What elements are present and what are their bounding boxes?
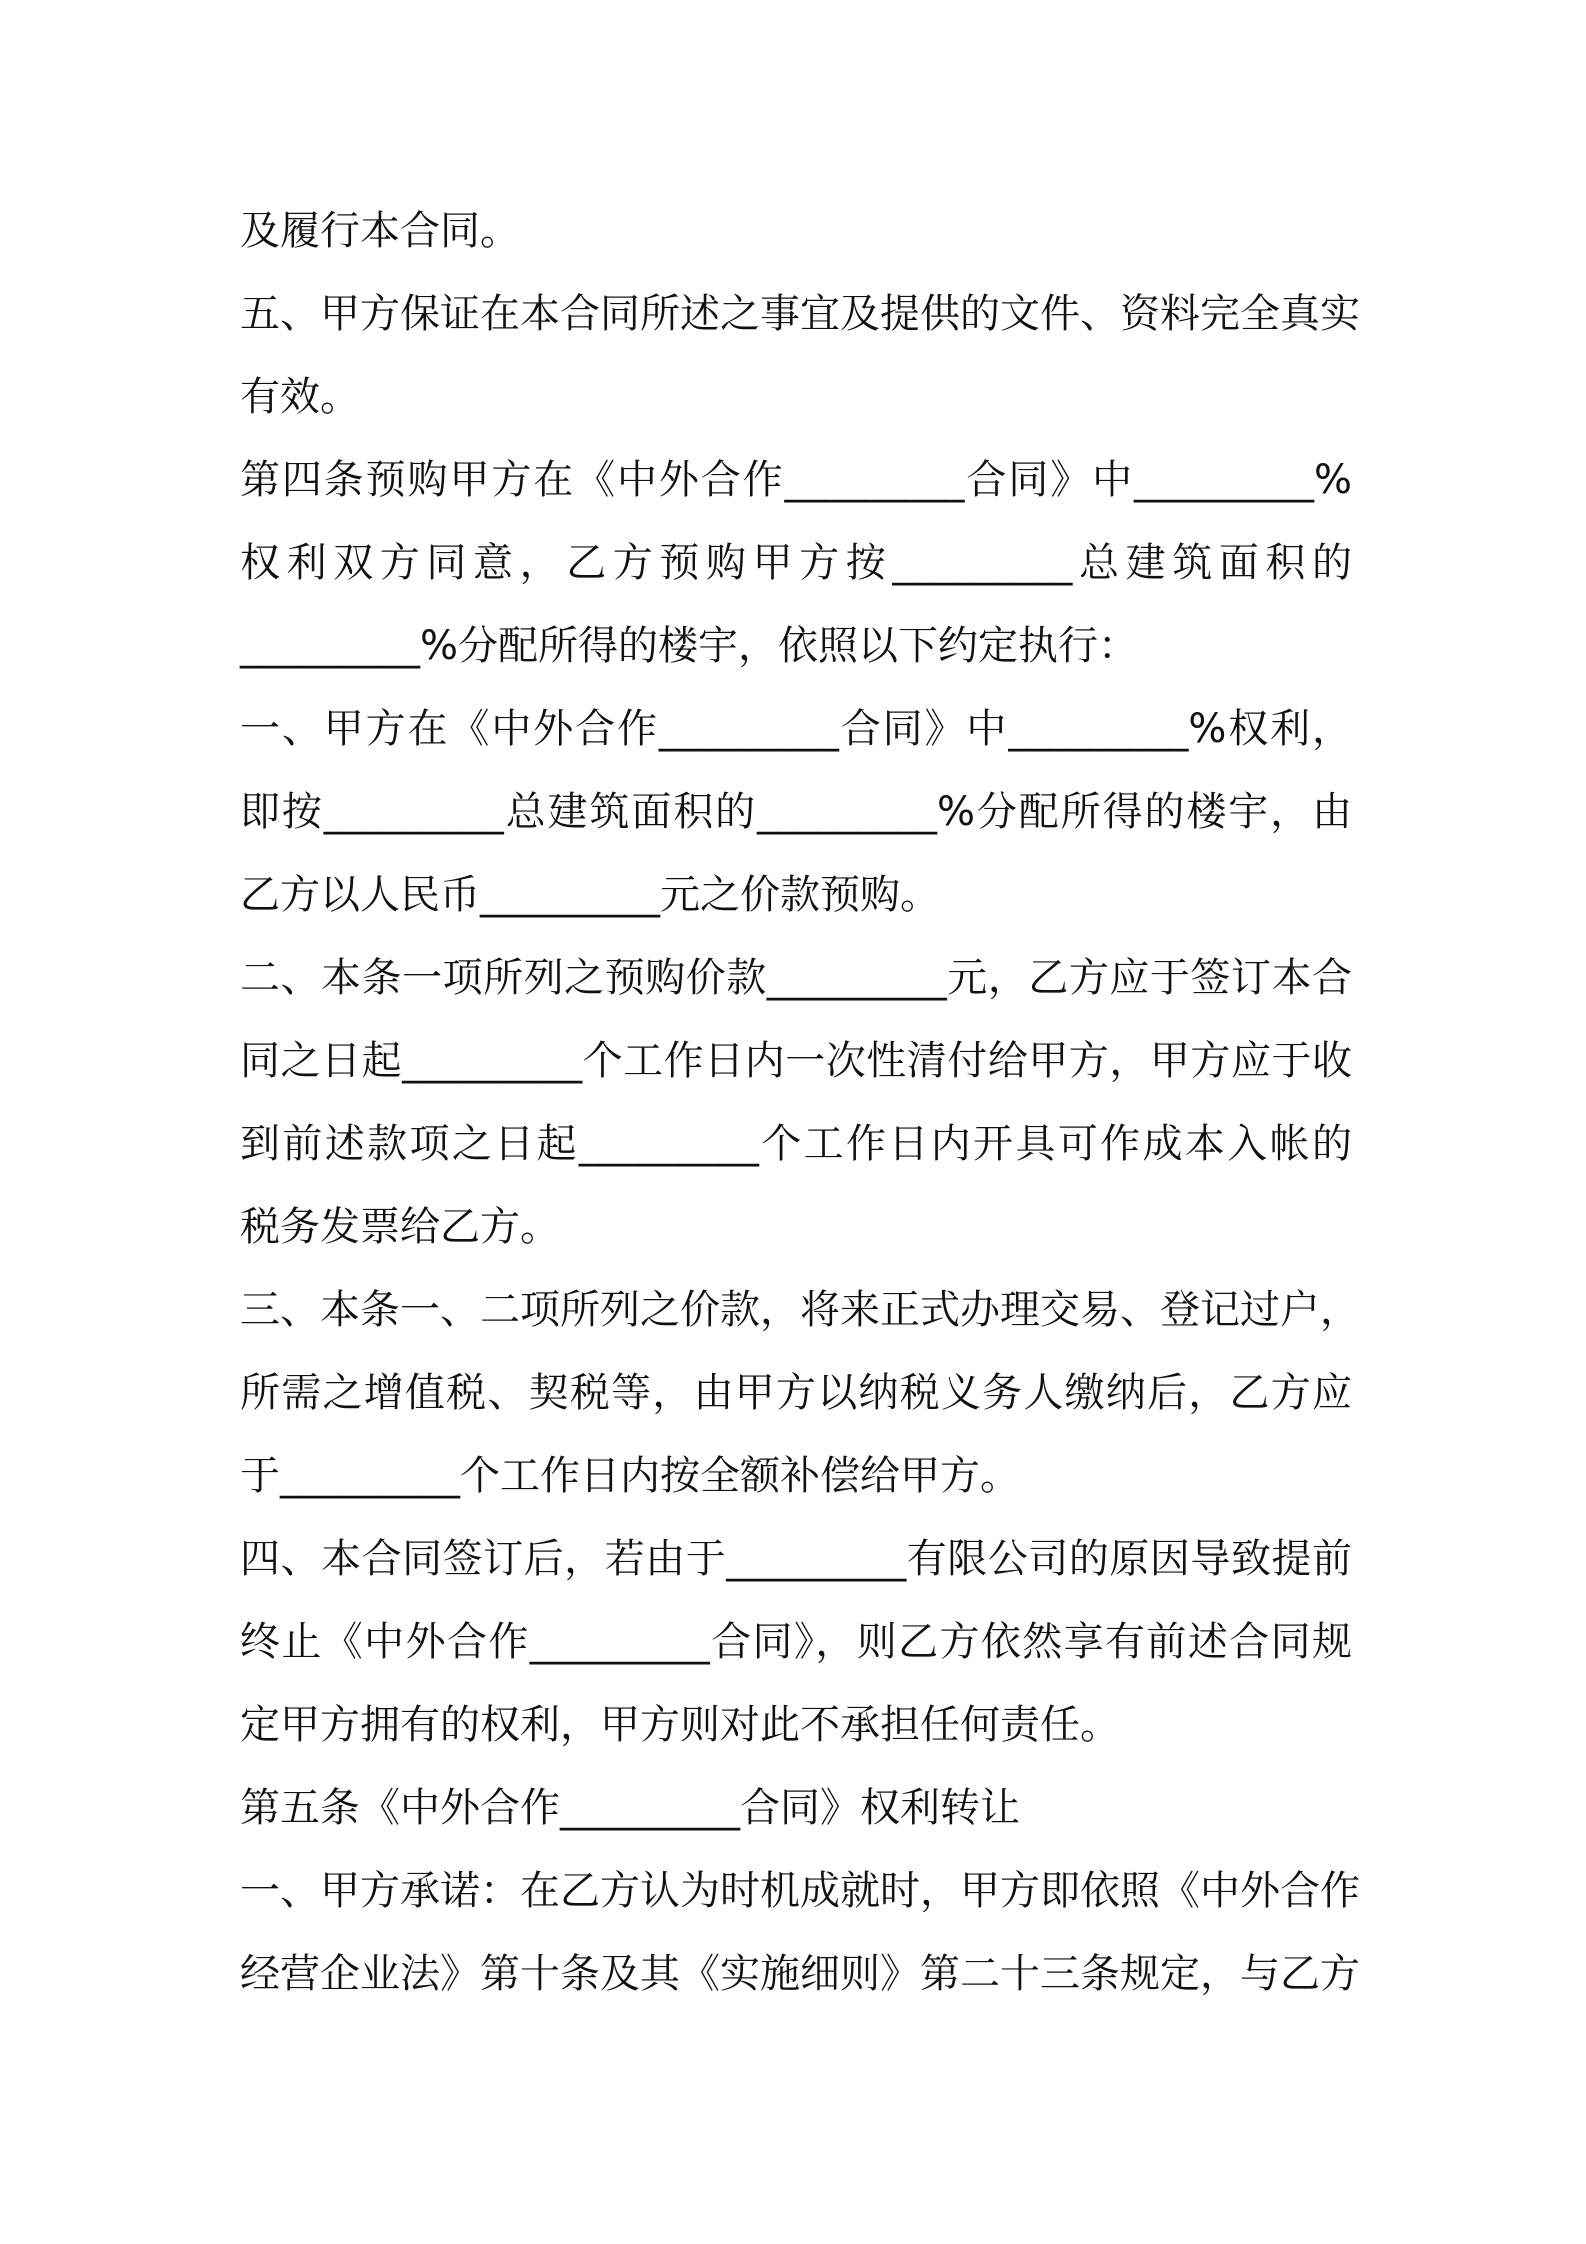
text-line-12: 到前述款项之日起_________个工作日内开具可作成本入帐的 [240, 1121, 1352, 1167]
text-line-16: 于_________个工作日内按全额补偿给甲方。 [240, 1453, 1020, 1499]
text-line-21: 一、甲方承诺：在乙方认为时机成就时，甲方即依照《中外合作 [240, 1868, 1360, 1914]
text-line-8: 即按_________总建筑面积的_________%分配所得的楼宇，由 [240, 789, 1352, 835]
text-line-14: 三、本条一、二项所列之价款，将来正式办理交易、登记过户， [240, 1287, 1360, 1333]
text-line-13: 税务发票给乙方。 [240, 1204, 560, 1250]
text-line-3: 有效。 [240, 374, 360, 420]
text-line-19: 定甲方拥有的权利，甲方则对此不承担任何责任。 [240, 1702, 1120, 1748]
text-line-4: 第四条预购甲方在《中外合作_________合同》中_________% [240, 457, 1352, 503]
text-line-1: 及履行本合同。 [240, 208, 520, 254]
text-line-7: 一、甲方在《中外合作_________合同》中_________%权利， [240, 706, 1352, 752]
text-line-6: _________%分配所得的楼宇，依照以下约定执行： [240, 623, 1139, 669]
text-line-2: 五、甲方保证在本合同所述之事宜及提供的文件、资料完全真实 [240, 291, 1360, 337]
text-line-5: 权利双方同意，乙方预购甲方按_________总建筑面积的 [240, 540, 1352, 586]
contract-text-body [240, 190, 1360, 2016]
text-line-15: 所需之增值税、契税等，由甲方以纳税义务人缴纳后，乙方应 [240, 1370, 1352, 1416]
text-line-17: 四、本合同签订后，若由于_________有限公司的原因导致提前 [240, 1536, 1352, 1582]
text-line-18: 终止《中外合作_________合同》，则乙方依然享有前述合同规 [240, 1619, 1352, 1665]
text-line-22: 经营企业法》第十条及其《实施细则》第二十三条规定，与乙方 [240, 1951, 1360, 1997]
text-line-20: 第五条《中外合作_________合同》权利转让 [240, 1785, 1020, 1831]
text-line-11: 同之日起_________个工作日内一次性清付给甲方，甲方应于收 [240, 1038, 1352, 1084]
text-line-9: 乙方以人民币_________元之价款预购。 [240, 872, 940, 918]
text-line-10: 二、本条一项所列之预购价款_________元，乙方应于签订本合 [240, 955, 1352, 1001]
